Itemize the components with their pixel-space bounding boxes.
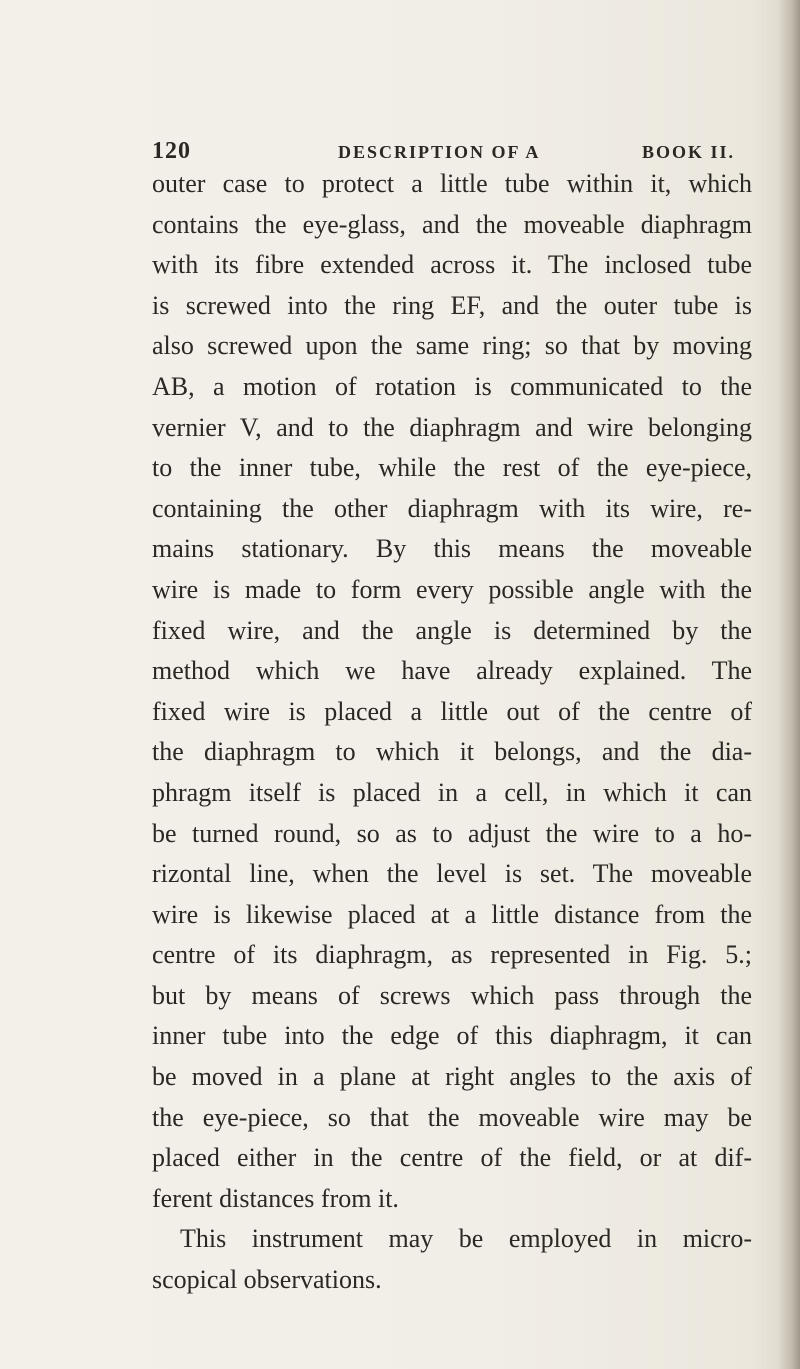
running-title: DESCRIPTION OF A: [338, 142, 541, 162]
text-line: AB, a motion of rotation is communicated to the: [152, 371, 752, 401]
text-line: method which we have already explained. The: [152, 656, 752, 686]
page-number: 120: [152, 138, 191, 164]
text-line: This instrument may be employed in micro-: [180, 1224, 752, 1254]
text-line: wire is likewise placed at a little distance from the: [152, 899, 752, 929]
text-line: fixed wire, and the angle is determined by the: [152, 615, 752, 645]
text-line: fixed wire is placed a little out of the centre of: [152, 696, 752, 726]
body-text: [152, 164, 752, 1301]
text-line: mains stationary. By this means the moveable: [152, 534, 752, 564]
page-edge-shadow: [778, 0, 800, 1369]
text-line: with its fibre extended across it. The inclosed tube: [152, 250, 752, 280]
text-line: containing the other diaphragm with its wire, re-: [152, 493, 752, 523]
text-line: rizontal line, when the level is set. The moveable: [152, 859, 752, 889]
text-line: wire is made to form every possible angle with the: [152, 574, 752, 604]
text-line: scopical observations.: [152, 1265, 382, 1295]
text-line: inner tube into the edge of this diaphragm, it can: [152, 1021, 752, 1051]
text-line: contains the eye-glass, and the moveable diaphragm: [152, 209, 752, 239]
text-line: to the inner tube, while the rest of the eye-piece,: [152, 453, 752, 483]
text-line: be turned round, so as to adjust the wire to a ho-: [152, 818, 752, 848]
text-line: the eye-piece, so that the moveable wire may be: [152, 1102, 752, 1132]
text-line: also screwed upon the same ring; so that by moving: [152, 331, 752, 361]
text-line: be moved in a plane at right angles to the axis of: [152, 1062, 752, 1092]
text-line: ferent distances from it.: [152, 1183, 399, 1213]
text-line: placed either in the centre of the field, or at dif-: [152, 1143, 752, 1173]
text-line: is screwed into the ring EF, and the outer tube is: [152, 290, 752, 320]
book-label: BOOK II.: [642, 142, 736, 162]
text-line: phragm itself is placed in a cell, in which it can: [152, 777, 752, 807]
text-line: outer case to protect a little tube within it, which: [152, 169, 752, 198]
text-line: vernier V, and to the diaphragm and wire belonging: [152, 412, 752, 442]
text-line: centre of its diaphragm, as represented in Fig. 5.;: [152, 940, 752, 970]
text-line: but by means of screws which pass through the: [152, 980, 752, 1010]
text-line: the diaphragm to which it belongs, and the dia-: [152, 737, 752, 767]
